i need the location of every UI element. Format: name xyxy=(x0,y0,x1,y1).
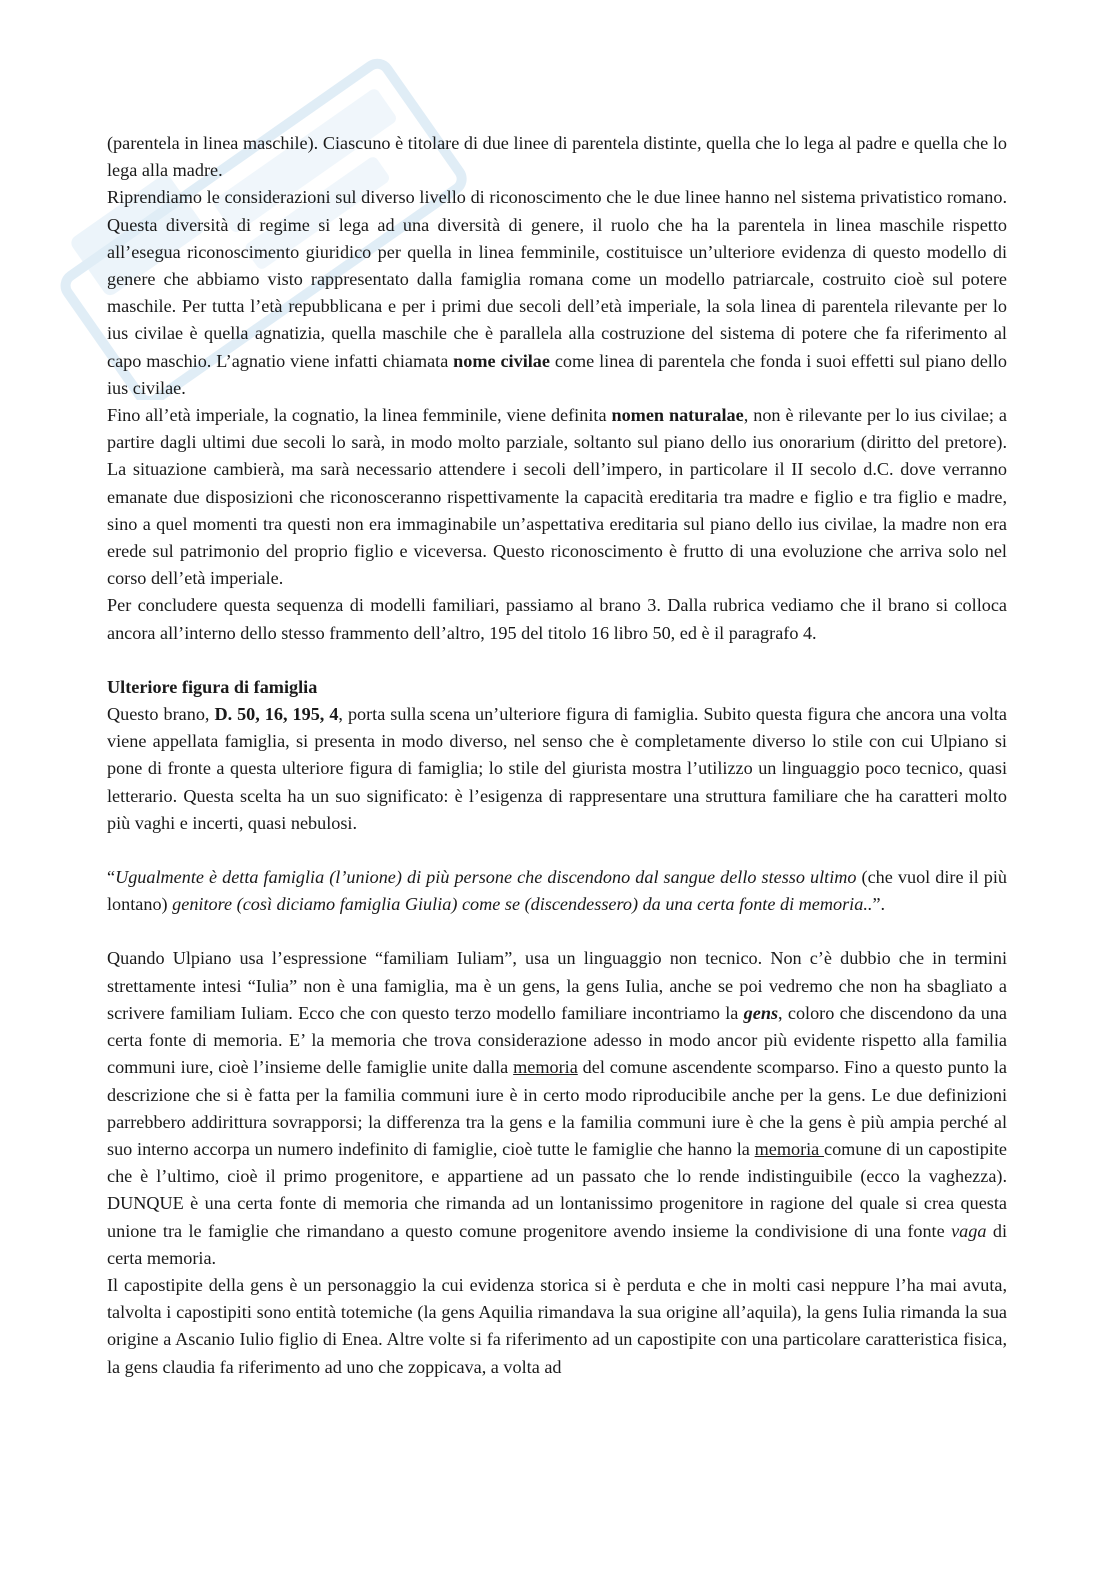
text-run: , coloro che discendono da una certa fonte di memoria. E’ la memoria che trova considerazione adesso in modo ancor più evidente rispetto alla familia communi iure, cioè l’insieme delle famiglie unite dalla xyxy=(107,1002,1008,1078)
spacer xyxy=(107,837,1007,864)
spacer xyxy=(107,647,1007,674)
quote-italic: genitore (così diciamo famiglia Giulia) come se (discendessero) da una certa fonte di memoria.. xyxy=(172,894,873,915)
paragraph-2 xyxy=(107,184,1007,402)
text-run: , non è rilevante per lo ius civilae; a partire dagli ultimi due secoli lo sarà, in modo molto parziale, soltanto sul piano dello ius onorarium (diritto del pretore). La situazione cambierà, ma sarà necessario attendere i secoli dell’impero, in particolare il II secolo d.C. dove verranno emanate due disposizioni che riconosceranno rispettivamente la capacità ereditaria tra madre e figlio e tra figlio e madre, sino a quel momenti tra questi non era immaginabile un’aspettativa ereditaria sul piano dello ius civilae, la madre non era erede sul patrimonio del proprio figlio e viceversa. Questo riconoscimento è frutto di una evoluzione che arriva solo nel corso dell’età imperiale. xyxy=(107,405,1008,589)
italic-term: vaga xyxy=(951,1220,987,1241)
quote-open: “ xyxy=(107,867,116,888)
bold-term: nome civilae xyxy=(453,350,550,371)
quote-close: ”. xyxy=(872,894,886,915)
text-run: (che vuol dire il più lontano) xyxy=(107,867,1007,915)
spacer xyxy=(107,918,1007,945)
underlined-term: memoria xyxy=(513,1057,578,1078)
text-run: comune di un capostipite che è l’ultimo, cioè il primo progenitore, e appartiene ad un passato che lo rende indistinguibile (ecco la vaghezza). DUNQUE è una certa fonte di memoria che rimanda ad un lontanissimo progenitore in ragione del quale si crea questa unione tra le famiglie che rimandano a questo comune progenitore avendo insieme la condivisione di una fonte xyxy=(107,1138,1007,1241)
text-run: Riprendiamo le considerazioni sul diverso livello di riconoscimento che le due linee hanno nel sistema privatistico romano. Questa diversità di regime si lega ad una diversità di genere, il ruolo che ha la parentela in linea maschile rispetto all’esegua riconoscimento giuridico per quella in linea femminile, costituisce un’ulteriore evidenza di questo modello di genere che abbiamo visto rappresentato dalla famiglia romana come un modello patriarcale, costruito cioè sul potere maschile. Per tutta l’età repubblicana e per i primi due secoli dell’età imperiale, la sola linea di parentela rilevante per lo ius civilae è quella agnatizia, quella maschile che è parallela alla costruzione del sistema di potere che fa riferimento al capo maschio. L’agnatio viene infatti chiamata xyxy=(107,187,1007,371)
text-run: , porta sulla scena un’ulteriore figura di famiglia. Subito questa figura che ancora una volta viene appellata famiglia, si presenta in modo diverso, nel senso che è completamente diverso lo stile con cui Ulpiano si pone di fronte a questa ulteriore figura di famiglia; lo stile del giurista mostra l’utilizzo un linguaggio poco tecnico, quasi letterario. Questa scelta ha un suo significato: è l’esigenza di rappresentare una struttura familiare che ha caratteri molto più vaghi e incerti, quasi nebulosi. xyxy=(107,704,1008,833)
paragraph-5 xyxy=(107,701,1007,837)
bold-italic-term: gens xyxy=(743,1002,779,1023)
text-run: come linea di parentela che fonda i suoi effetti sul piano dello ius civilae. xyxy=(107,350,1007,398)
paragraph-7: Il capostipite della gens è un personaggio la cui evidenza storica si è perduta e che in molti casi neppure l’ha mai avuta, talvolta i capostipiti sono entità totemiche (la gens Aquilia rimandava la sua origine all’aquila), la gens Iulia rimanda la sua origine a Ascanio Iulio figlio di Enea. Altre volte si fa riferimento ad un capostipite con una particolare caratteristica fisica, la gens claudia fa riferimento ad uno che zoppicava, a volta ad xyxy=(107,1274,1007,1377)
quotation xyxy=(107,864,1007,918)
text-run: Questo brano, xyxy=(107,704,215,725)
text-run: Fino all’età imperiale, la cognatio, la linea femminile, viene definita xyxy=(107,405,612,426)
text-run: di certa memoria. xyxy=(107,1220,1007,1268)
underlined-term: memoria xyxy=(754,1138,825,1159)
bold-citation: D. 50, 16, 195, 4 xyxy=(214,704,339,725)
quote-italic: Ugualmente è detta famiglia (l’unione) di più persone che discendono dal sangue dello stesso ultimo xyxy=(115,867,857,888)
paragraph-3 xyxy=(107,402,1007,592)
document-body xyxy=(107,130,1007,1381)
section-heading: Ulteriore figura di famiglia xyxy=(107,676,318,697)
paragraph-6 xyxy=(107,945,1007,1271)
paragraph-4: Per concludere questa sequenza di modelli familiari, passiamo al brano 3. Dalla rubrica vediamo che il brano si colloca ancora all’interno dello stesso frammento dell’altro, 195 del titolo 16 libro 50, ed è il paragrafo 4. xyxy=(107,595,1007,643)
paragraph-1: (parentela in linea maschile). Ciascuno è titolare di due linee di parentela distinte, quella che lo lega al padre e quella che lo lega alla madre. xyxy=(107,133,1007,181)
bold-term: nomen naturalae xyxy=(611,405,744,426)
text-run: Quando Ulpiano usa l’espressione “familiam Iuliam”, usa un linguaggio non tecnico. Non c’è dubbio che in termini strettamente intesi “Iulia” non è una famiglia, ma è un gens, la gens Iulia, anche se poi vedremo che non ha sbagliato a scrivere familiam Iuliam. Ecco che con questo terzo modello familiare incontriamo la xyxy=(107,948,1007,1023)
text-run: del comune ascendente scomparso. Fino a questo punto la descrizione che si è fatta per la familia communi iure è in certo modo riproducibile anche per la gens. Le due definizioni parrebbero addirittura sovrapporsi; la differenza tra la gens e la familia communi iure è che la gens è più ampia perché al suo interno accorpa un numero indefinito di famiglie, cioè tutte le famiglie che hanno la xyxy=(107,1057,1007,1159)
